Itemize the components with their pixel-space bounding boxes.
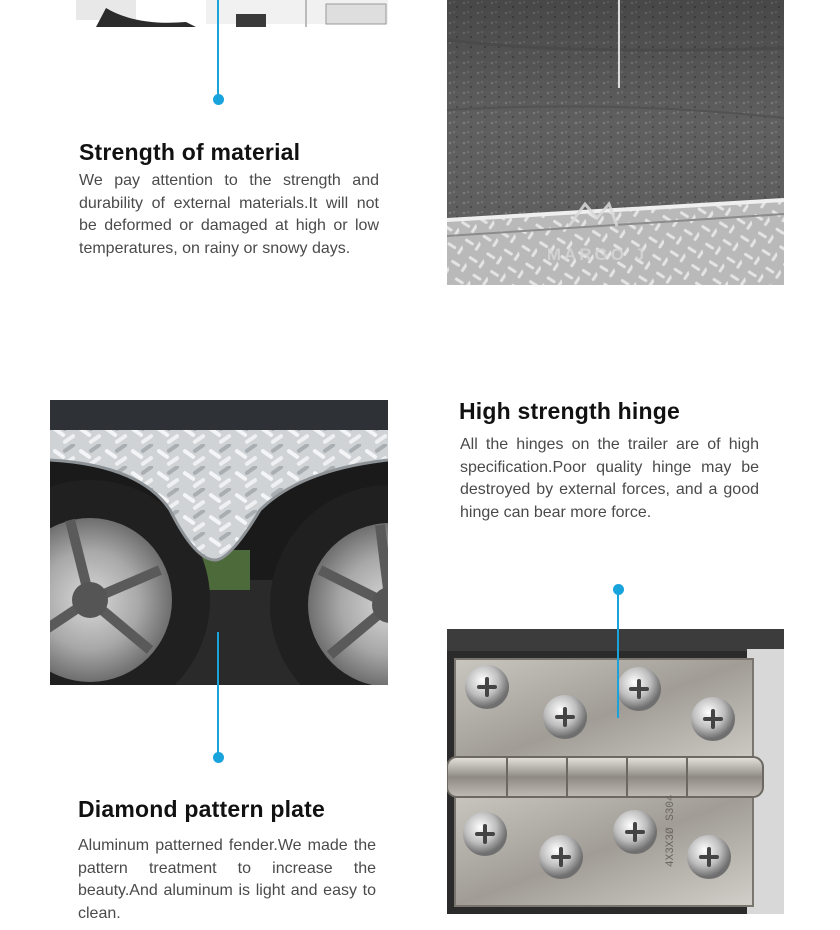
watermark-text: MARGO J bbox=[546, 245, 648, 264]
section-text-diamond: Aluminum patterned fender.We made the pattern treatment to increase the beauty.And aluminum is light and easy to clean. bbox=[78, 837, 376, 922]
hinge-stamp-text: 4X3X3Ø S304 bbox=[665, 794, 677, 867]
connector-dot-1 bbox=[213, 94, 224, 105]
section-title-diamond: Diamond pattern plate bbox=[78, 796, 326, 822]
connector-line-2 bbox=[617, 590, 619, 718]
connector-line-3 bbox=[217, 632, 219, 756]
connector-dot-3 bbox=[213, 752, 224, 763]
aluminum-floor-photo bbox=[447, 0, 784, 285]
section-text-hinge: All the hinges on the trailer are of high specification.Poor quality hinge may be destroyed by external forces, and a good hinge can bear more force. bbox=[460, 436, 759, 521]
connector-line-1 bbox=[217, 0, 219, 96]
section-text-strength: We pay attention to the strength and durability of external materials.It will not be deformed or damaged at high or low temperatures, on rainy or snowy days. bbox=[79, 172, 379, 257]
section-title-strength: Strength of material bbox=[79, 139, 301, 165]
diamond-plate-wheels-photo bbox=[50, 400, 388, 685]
hinge-photo bbox=[447, 629, 784, 914]
trailer-top-photo bbox=[76, 0, 388, 27]
section-title-hinge: High strength hinge bbox=[459, 398, 681, 424]
